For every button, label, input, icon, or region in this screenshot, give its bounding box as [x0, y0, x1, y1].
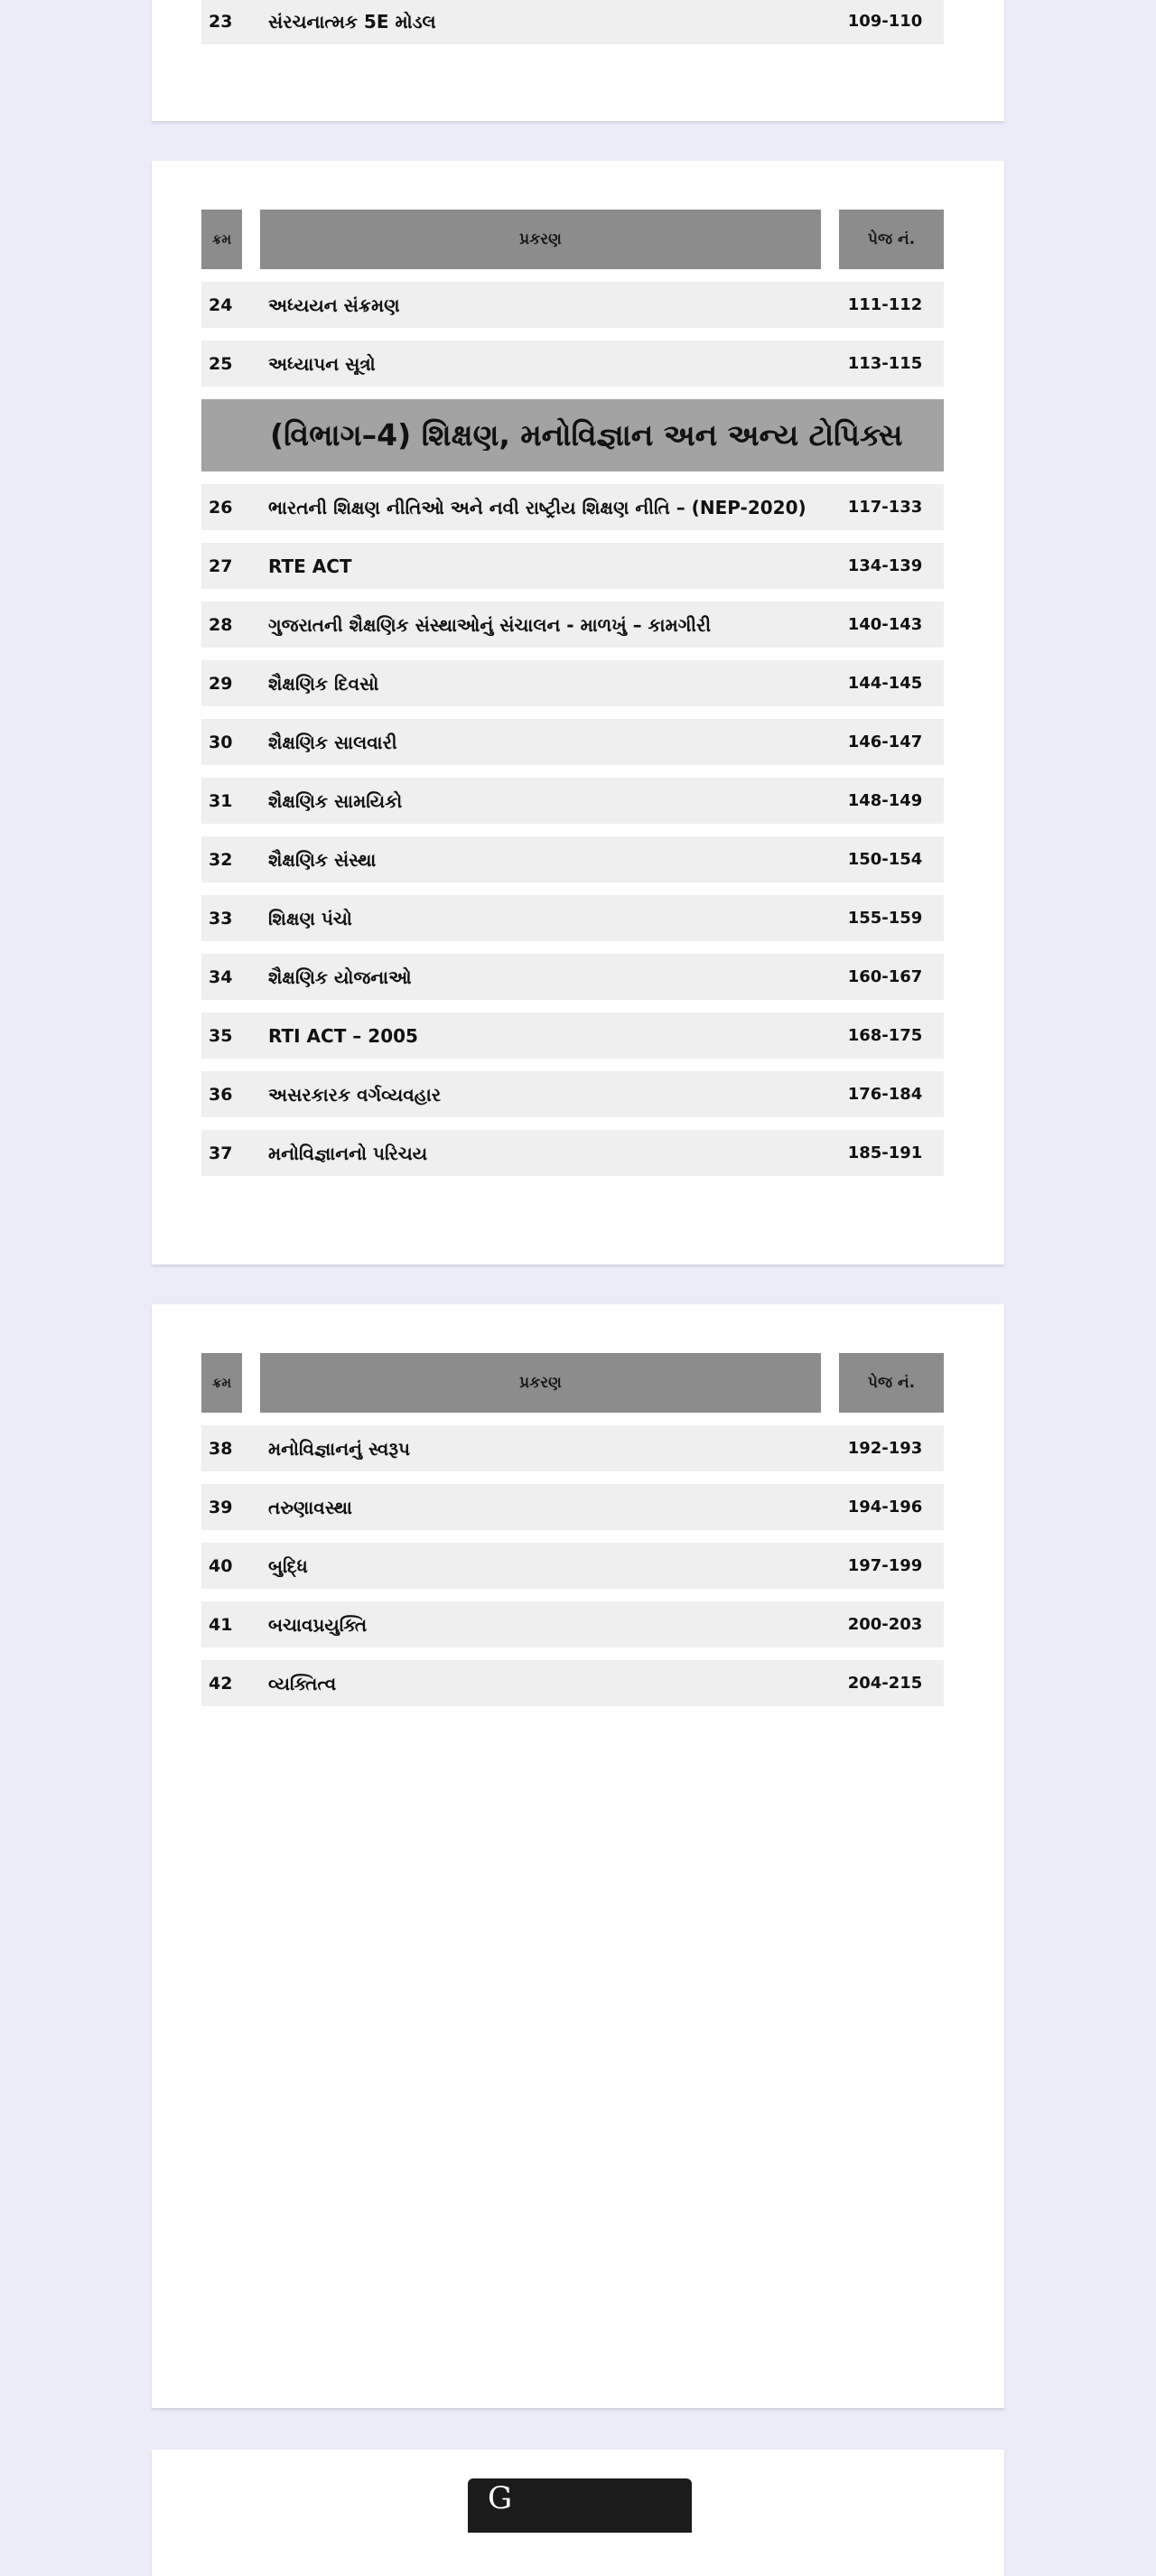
header-pages: પેજ નં.: [839, 1353, 944, 1413]
row-title: મનોવિજ્ઞાનનું સ્વરૂપ: [268, 1437, 410, 1460]
table-row: [201, 778, 944, 824]
row-pages: 160-167: [847, 967, 923, 986]
row-title: શૈક્ષણિક સામયિકો: [268, 789, 403, 812]
row-title: અસરકારક વર્ગવ્યવહાર: [268, 1083, 442, 1106]
table-header: [201, 210, 944, 269]
row-title: ગુજરાતની શૈક્ષણિક સંસ્થાઓનું સંચાલન - માળખું – કામગીરી: [268, 613, 712, 636]
row-pages: 111-112: [847, 295, 923, 314]
row-number: 38: [209, 1438, 233, 1459]
row-number: 39: [209, 1497, 233, 1517]
row-pages: 204-215: [847, 1674, 923, 1693]
row-title: સંરચનાત્મક 5E મોડલ: [268, 10, 436, 33]
row-title: શૈક્ષણિક સાલવારી: [268, 731, 397, 753]
row-pages: 155-159: [847, 909, 923, 928]
table-row: [201, 282, 944, 328]
row-number: 36: [209, 1084, 233, 1105]
row-title: શૈક્ષણિક દિવસો: [268, 672, 379, 695]
table-row: [201, 836, 944, 882]
table-row: [201, 1013, 944, 1059]
row-pages: 185-191: [847, 1143, 923, 1162]
table-row: [201, 1543, 944, 1589]
table-row: [201, 484, 944, 530]
cover-header-block: [468, 2478, 692, 2533]
header-number: ક્રમ: [201, 1353, 242, 1413]
table-row: [201, 543, 944, 589]
row-pages: 200-203: [847, 1615, 923, 1634]
table-row: [201, 341, 944, 387]
row-pages: 146-147: [847, 733, 923, 751]
row-title: શૈક્ષણિક સંસ્થા: [268, 848, 377, 871]
row-number: 25: [209, 353, 233, 374]
row-number: 42: [209, 1673, 233, 1694]
toc-table-3: [201, 1353, 944, 1719]
row-pages: 140-143: [847, 615, 923, 634]
row-pages: 134-139: [847, 556, 923, 575]
document-page-1: [152, 0, 1004, 121]
row-pages: 197-199: [847, 1556, 923, 1575]
header-pages: પેજ નં.: [839, 210, 944, 269]
row-title: શિક્ષણ પંચો: [268, 907, 352, 929]
row-number: 24: [209, 294, 233, 315]
row-title: મનોવિજ્ઞાનનો પરિચય: [268, 1142, 428, 1164]
row-number: 32: [209, 849, 233, 870]
table-row: [201, 1484, 944, 1530]
document-page-4: [152, 2450, 1004, 2576]
row-title: બચાવપ્રયુક્તિ: [268, 1613, 368, 1636]
row-number: 26: [209, 497, 233, 518]
table-row: [201, 660, 944, 706]
table-row: [201, 954, 944, 1000]
document-page-2: [152, 161, 1004, 1265]
row-pages: 194-196: [847, 1498, 923, 1517]
row-title: RTI ACT – 2005: [268, 1024, 418, 1047]
row-title: બુદ્ધિ: [268, 1554, 308, 1577]
header-title: પ્રકરણ: [260, 1353, 821, 1413]
row-pages: 176-184: [847, 1085, 923, 1104]
row-title: શૈક્ષણિક યોજનાઓ: [268, 966, 412, 988]
row-pages: 117-133: [847, 498, 923, 517]
row-title: અધ્યાપન સૂત્રો: [268, 352, 376, 375]
table-row: [201, 719, 944, 765]
row-pages: 109-110: [847, 12, 923, 31]
cover-header-glyph: G: [488, 2480, 513, 2516]
row-title: ભારતની શિક્ષણ નીતિઓ અને નવી રાષ્ટ્રીય શિક્ષણ નીતિ – (NEP-2020): [268, 496, 806, 518]
table-header: [201, 1353, 944, 1413]
document-page-3: [152, 1304, 1004, 2408]
toc-table-1: [201, 0, 944, 57]
table-row: [201, 0, 944, 44]
table-row: [201, 1601, 944, 1647]
row-pages: 148-149: [847, 791, 923, 810]
row-number: 29: [209, 673, 233, 694]
row-pages: 168-175: [847, 1026, 923, 1045]
row-title: વ્યક્તિત્વ: [268, 1672, 337, 1694]
row-pages: 150-154: [847, 850, 923, 869]
row-pages: 113-115: [847, 354, 923, 373]
header-title: પ્રકરણ: [260, 210, 821, 269]
table-row: [201, 895, 944, 941]
row-number: 27: [209, 555, 233, 576]
header-number: ક્રમ: [201, 210, 242, 269]
row-number: 23: [209, 11, 233, 32]
table-row: [201, 1130, 944, 1176]
row-number: 41: [209, 1614, 233, 1635]
row-number: 33: [209, 908, 233, 929]
row-number: 34: [209, 966, 233, 987]
table-row: [201, 602, 944, 648]
row-title: RTE ACT: [268, 555, 352, 577]
row-number: 35: [209, 1025, 233, 1046]
row-number: 40: [209, 1555, 233, 1576]
row-pages: 192-193: [847, 1439, 923, 1458]
section-heading: (વિભાગ–4) શિક્ષણ, મનોવિજ્ઞાન અન અન્ય ટોપિક્સ: [201, 399, 944, 471]
row-title: અધ્યયન સંક્રમણ: [268, 294, 400, 316]
row-number: 37: [209, 1143, 233, 1163]
row-number: 28: [209, 614, 233, 635]
row-number: 31: [209, 790, 233, 811]
row-pages: 144-145: [847, 674, 923, 693]
row-number: 30: [209, 732, 233, 752]
table-row: [201, 1425, 944, 1471]
toc-table-2: [201, 210, 944, 1189]
table-row: [201, 1660, 944, 1706]
row-title: તરુણાવસ્થા: [268, 1496, 352, 1518]
table-row: [201, 1071, 944, 1117]
